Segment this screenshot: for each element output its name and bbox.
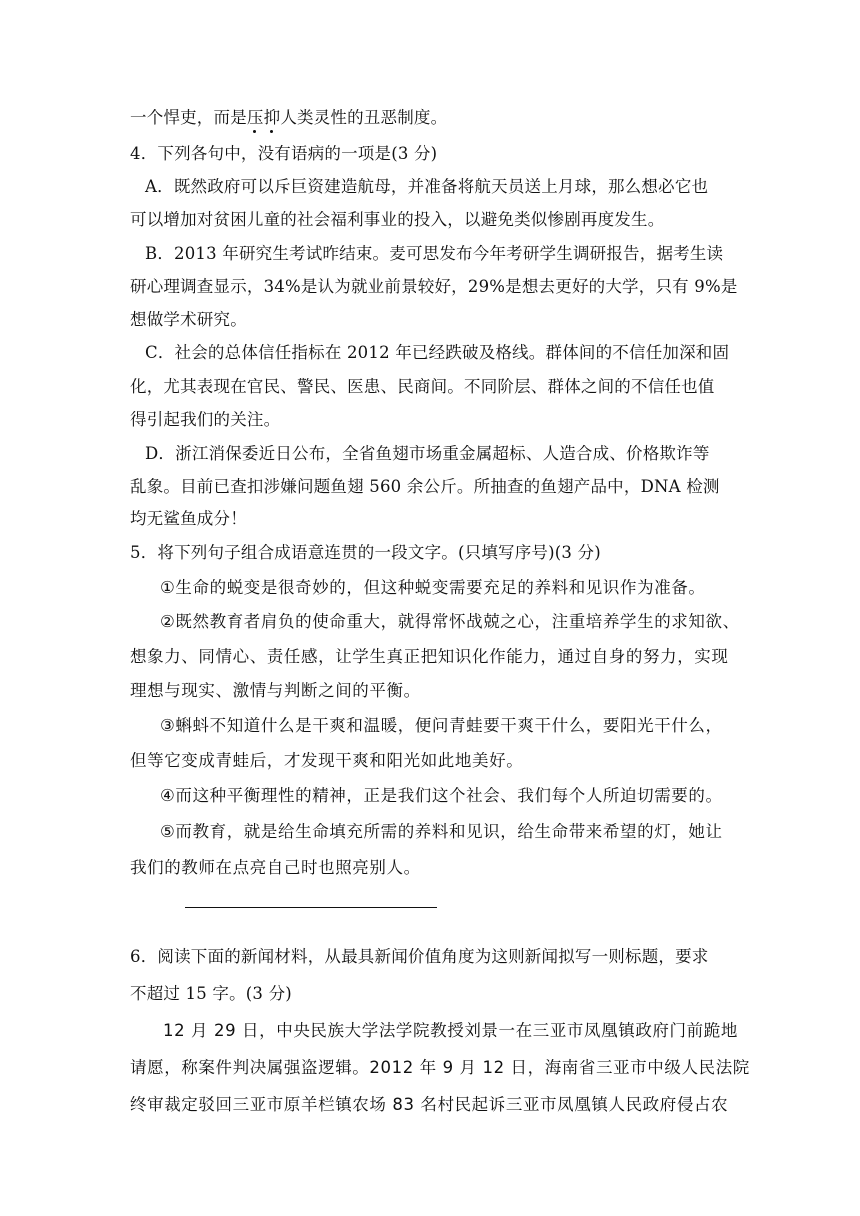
sentence-1: ①生命的蜕变是很奇妙的，但这种蜕变需要充足的养料和见识作为准备。 — [160, 578, 706, 597]
option-d-line-3: 均无鲨鱼成分！ — [130, 509, 247, 528]
sentence-5-line-1: ⑤而教育，就是给生命填充所需的养料和见识，给生命带来希望的灯，她让 — [160, 822, 723, 841]
option-c-line-1: C．社会的总体信任指标在 2012 年已经跌破及格线。群体间的不信任加深和固 — [145, 343, 730, 362]
sentence-2-line-2: 想象力、同情心、责任感，让学生真正把知识化作能力，通过自身的努力，实现 — [130, 647, 729, 666]
option-d-line-2: 乱象。目前已查扣涉嫌问题鱼翅 560 余公斤。所抽查的鱼翅产品中，DNA 检测 — [130, 477, 720, 496]
sentence-2-line-1: ②既然教育者肩负的使命重大，就得常怀战兢之心，注重培养学生的求知欲、 — [160, 612, 740, 631]
question-6-title-line-1: 6．阅读下面的新闻材料，从最具新闻价值角度为这则新闻拟写一则标题，要求 — [130, 947, 709, 966]
sentence-2-line-3: 理想与现实、激情与判断之间的平衡。 — [130, 681, 421, 700]
option-c-line-2: 化，尤其表现在官民、警民、医患、民商间。不同阶层、群体之间的不信任也值 — [130, 377, 715, 396]
news-line-1: 12 月 29 日，中央民族大学法学院教授刘景一在三亚市凤凰镇政府门前跪地 — [163, 1021, 738, 1040]
sentence-5-line-2: 我们的教师在点亮自己时也照亮别人。 — [130, 858, 421, 877]
option-c-line-3: 得引起我们的关注。 — [130, 410, 281, 429]
question-4-title: 4．下列各句中，没有语病的一项是(3 分) — [130, 144, 438, 163]
emphasis-dot — [253, 130, 256, 133]
emphasis-dot — [270, 130, 273, 133]
news-line-2: 请愿，称案件判决属强盗逻辑。2012 年 9 月 12 日，海南省三亚市中级人民法院 — [130, 1058, 750, 1077]
text-segment: 人类灵性的丑恶制度。 — [280, 108, 448, 127]
option-a-line-2: 可以增加对贫困儿童的社会福利事业的投入，以避免类似惨剧再度发生。 — [130, 210, 665, 229]
text-segment: 一个悍吏，而是 — [130, 108, 247, 127]
sentence-3-line-1: ③蝌蚪不知道什么是干爽和温暖，便问青蛙要干爽干什么，要阳光干什么， — [160, 716, 723, 735]
option-d-line-1: D．浙江消保委近日公布，全省鱼翅市场重金属超标、人造合成、价格欺诈等 — [145, 444, 710, 463]
text-line — [130, 108, 447, 128]
option-b-line-2: 研心理调查显示，34%是认为就业前景较好，29%是想去更好的大学，只有 9%是 — [130, 277, 738, 296]
emphasized-word: 压抑 — [246, 108, 281, 127]
sentence-4: ④而这种平衡理性的精神，正是我们这个社会、我们每个人所迫切需要的。 — [160, 786, 723, 805]
sentence-3-line-2: 但等它变成青蛙后，才发现干爽和阳光如此地美好。 — [130, 751, 524, 770]
emphasized-text — [247, 108, 280, 127]
option-b-line-1: B．2013 年研究生考试昨结束。麦可思发布今年考研学生调研报告，据考生读 — [145, 244, 724, 263]
question-5-title: 5．将下列句子组合成语意连贯的一段文字。(只填写序号)(3 分) — [130, 543, 601, 562]
option-a-line-1: A．既然政府可以斥巨资建造航母，并准备将航天员送上月球，那么想必它也 — [145, 177, 709, 196]
option-b-line-3: 想做学术研究。 — [130, 310, 247, 329]
news-line-3: 终审裁定驳回三亚市原羊栏镇农场 83 名村民起诉三亚市凤凰镇人民政府侵占农 — [130, 1095, 729, 1114]
answer-blank-line — [185, 907, 437, 908]
question-6-title-line-2: 不超过 15 字。(3 分) — [130, 984, 292, 1003]
